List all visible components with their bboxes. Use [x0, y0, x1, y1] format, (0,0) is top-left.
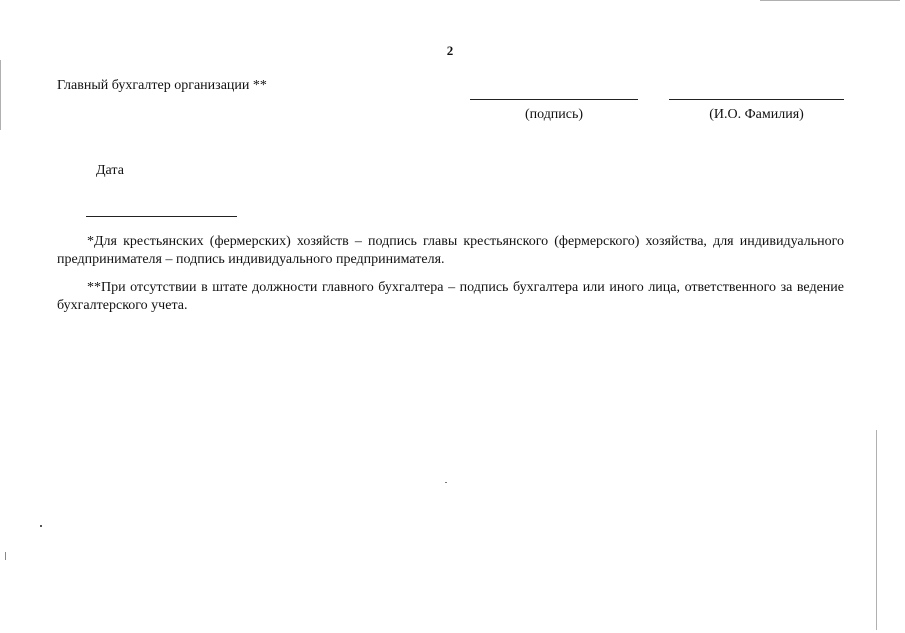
date-line	[86, 216, 237, 217]
footnote-no-accountant: **При отсутствии в штате должности главного бухгалтера – подпись бухгалтера или иного лица, ответственного за ведение бухгалтерского учета.	[57, 280, 844, 313]
scan-speck	[445, 482, 447, 483]
chief-accountant-label: Главный бухгалтер организации **	[57, 78, 267, 93]
scan-edge-left	[0, 60, 1, 130]
name-caption: (И.О. Фамилия)	[709, 107, 804, 122]
footnote-farm: *Для крестьянских (фермерских) хозяйств – подпись главы крестьянского (фермерского) хозяйства, для индивидуального предпринимателя – подпись индивидуального предпринимателя.	[57, 234, 844, 267]
scan-edge-right	[876, 430, 877, 630]
signature-caption: (подпись)	[524, 107, 584, 122]
date-label: Дата	[96, 163, 124, 178]
scan-edge-top	[760, 0, 900, 1]
scan-speck	[40, 525, 42, 527]
scan-speck	[5, 552, 6, 560]
signature-line	[470, 99, 638, 100]
name-line	[669, 99, 844, 100]
page-number: 2	[446, 43, 454, 58]
